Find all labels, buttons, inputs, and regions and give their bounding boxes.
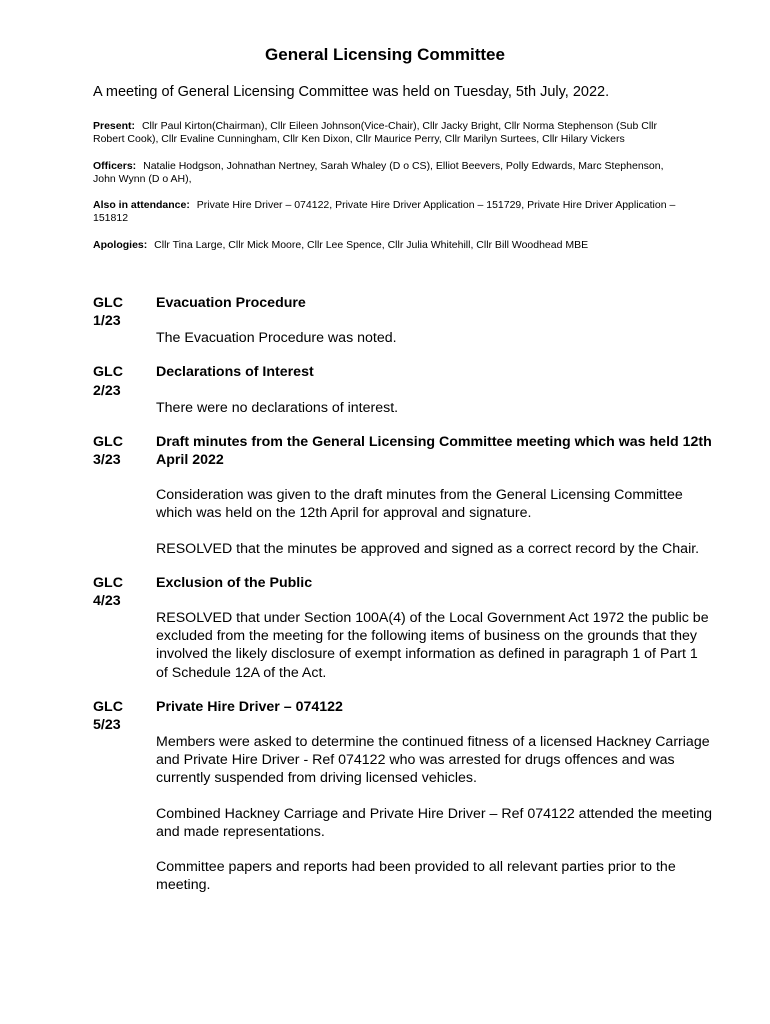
attendance-label: Present: <box>93 120 136 132</box>
minute-item <box>93 294 713 347</box>
item-paragraph: There were no declarations of interest. <box>156 399 399 416</box>
attendance-officers <box>93 160 683 187</box>
item-body <box>156 294 713 347</box>
item-paragraph: Committee papers and reports had been provided to all relevant parties prior to the meeting. <box>156 859 676 894</box>
attendance-text: Natalie Hodgson, Johnathan Nertney, Sarah Whaley (D o CS), Elliot Beevers, Polly Edwards, Marc Stephenson, John Wynn (D o AH), <box>93 159 664 185</box>
attendance-present <box>93 120 683 147</box>
item-number: GLC 2/23 <box>93 364 123 399</box>
item-number: GLC 5/23 <box>93 698 123 734</box>
minute-item <box>93 433 713 558</box>
item-body <box>156 433 713 558</box>
attendance-label: Also in attendance: <box>93 199 190 212</box>
item-heading: Draft minutes from the General Licensing Committee meeting which was held 12th April 2022 <box>156 433 712 469</box>
item-paragraph: Members were asked to determine the continued fitness of a licensed Hackney Carriage and Private Hire Driver - Ref 074122 who was arrested for drugs offences and was currently suspended from driving licensed vehicles. <box>156 734 710 787</box>
minute-item <box>93 363 713 416</box>
item-paragraph: RESOLVED that the minutes be approved and signed as a correct record by the Chair. <box>156 540 700 557</box>
attendance-also <box>93 199 683 226</box>
attendance-label: Apologies: <box>93 238 148 251</box>
page-title: General Licensing Committee <box>265 45 505 64</box>
item-number: GLC 4/23 <box>93 574 123 610</box>
item-body <box>156 698 713 895</box>
item-heading: Private Hire Driver – 074122 <box>156 698 343 715</box>
item-paragraph: The Evacuation Procedure was noted. <box>156 330 397 347</box>
item-heading: Exclusion of the Public <box>156 574 313 591</box>
attendance-text: Cllr Tina Large, Cllr Mick Moore, Cllr Lee Spence, Cllr Julia Whitehill, Cllr Bill Woodhead MBE <box>154 238 589 251</box>
minute-item <box>93 574 713 682</box>
minutes-items <box>93 294 713 910</box>
item-body <box>156 574 713 682</box>
attendance-text: Cllr Paul Kirton(Chairman), Cllr Eileen Johnson(Vice-Chair), Cllr Jacky Bright, Cllr Norma Stephenson (Sub Cllr Robert Cook), Cllr Evaline Cunningham, Cllr Ken Dixon, Cllr Maurice Perry, Cllr Marilyn Surtees, Cllr Hilary Vickers <box>93 120 657 146</box>
item-paragraph: Combined Hackney Carriage and Private Hire Driver – Ref 074122 attended the meeting and made representations. <box>156 805 712 840</box>
intro-text: A meeting of General Licensing Committee was held on Tuesday, 5th July, 2022. <box>93 84 610 100</box>
item-heading: Evacuation Procedure <box>156 295 306 311</box>
attendance-apologies <box>93 239 683 252</box>
minute-item <box>93 698 713 895</box>
item-number: GLC 1/23 <box>93 295 123 330</box>
item-paragraph: RESOLVED that under Section 100A(4) of the Local Government Act 1972 the public be excluded from the meeting for the following items of business on the grounds that they involved the likely disclosure of exempt information as defined in paragraph 1 of Part 1 of Schedule 12A of the Act. <box>156 610 709 681</box>
attendance-label: Officers: <box>93 159 137 172</box>
item-number: GLC 3/23 <box>93 433 123 469</box>
attendance-text: Private Hire Driver – 074122, Private Hire Driver Application – 151729, Private Hire Driver Application – 151812 <box>93 199 676 225</box>
item-paragraph: Consideration was given to the draft minutes from the General Licensing Committee which was held on the 12th April for approval and signature. <box>156 487 683 522</box>
item-body <box>156 363 713 416</box>
attendance-section <box>93 120 683 265</box>
item-heading: Declarations of Interest <box>156 364 314 381</box>
